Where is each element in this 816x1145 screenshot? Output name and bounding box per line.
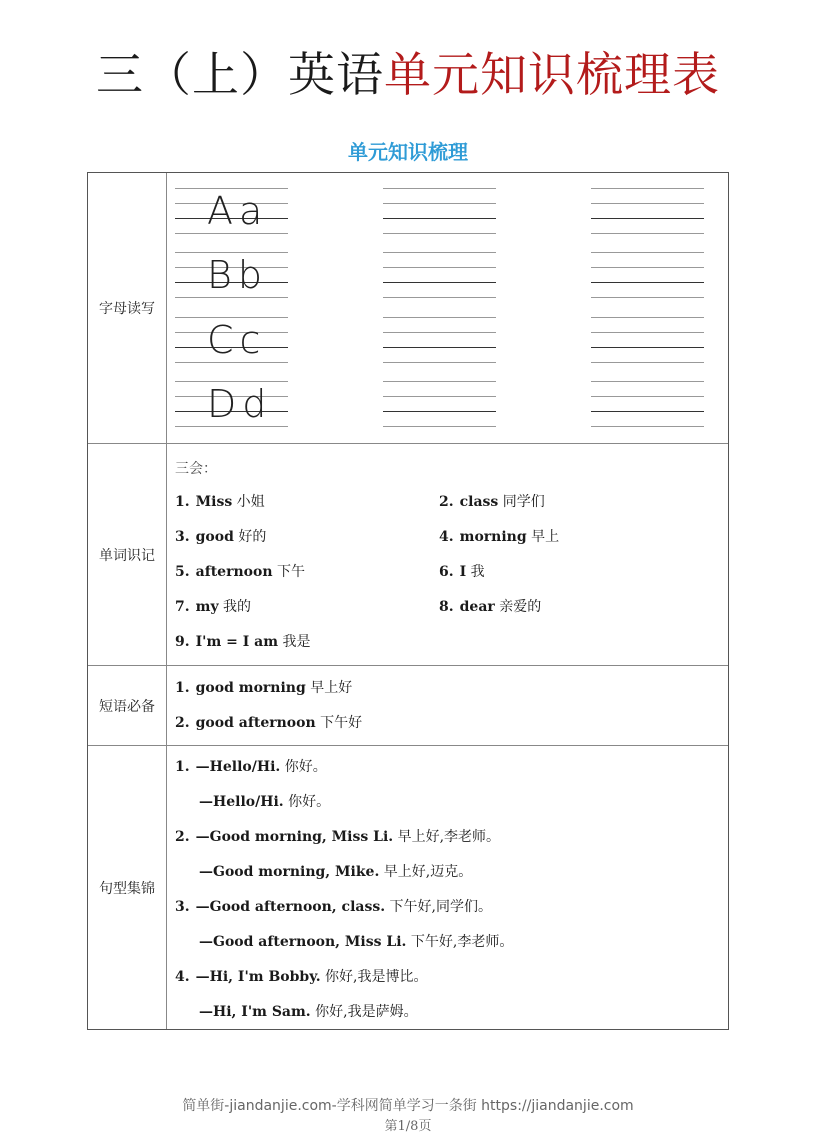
sentence-english: —Hi, I'm Sam. bbox=[199, 1004, 311, 1020]
word-chinese: 同学们 bbox=[498, 494, 545, 510]
writing-guide-line bbox=[591, 218, 704, 219]
sentence-chinese: 早上好,迈克。 bbox=[379, 864, 473, 880]
phrase-list bbox=[167, 666, 728, 745]
word-number: 4. bbox=[439, 529, 454, 545]
sentence-english: —Good morning, Mike. bbox=[199, 864, 380, 880]
row-label-sentences: 句型集锦 bbox=[88, 746, 167, 1029]
word-english: class bbox=[459, 494, 499, 510]
writing-guide-line bbox=[383, 203, 496, 204]
writing-guide-line bbox=[383, 233, 496, 234]
writing-guide-line bbox=[591, 267, 704, 268]
sentence-chinese: 下午好,同学们。 bbox=[385, 899, 493, 915]
word-item bbox=[175, 562, 305, 582]
phrase-number: 2. bbox=[175, 715, 190, 731]
word-number: 6. bbox=[439, 564, 454, 580]
title-red: 单元知识梳理表 bbox=[384, 48, 720, 103]
writing-guide-line bbox=[591, 426, 704, 427]
sentence-item bbox=[175, 862, 472, 882]
row-sentences bbox=[88, 746, 728, 1029]
sentence-item bbox=[175, 897, 492, 917]
section-subtitle: 单元知识梳理 bbox=[348, 140, 468, 164]
letter-practice-area bbox=[167, 173, 728, 443]
letter-pair-dd: Dd bbox=[207, 382, 273, 426]
word-number: 9. bbox=[175, 634, 190, 650]
word-number: 2. bbox=[439, 494, 454, 510]
writing-guide-line bbox=[175, 362, 288, 363]
writing-guide-line bbox=[383, 411, 496, 412]
writing-guide-line bbox=[383, 218, 496, 219]
sentence-item bbox=[175, 932, 513, 952]
word-item bbox=[439, 597, 541, 617]
word-item bbox=[175, 527, 266, 547]
sentence-english: —Hello/Hi. bbox=[195, 759, 281, 775]
footer-page: 第1/8页 bbox=[384, 1119, 432, 1134]
writing-guide-line bbox=[591, 203, 704, 204]
sentence-chinese: 你好。 bbox=[283, 794, 331, 810]
word-chinese: 好的 bbox=[233, 529, 267, 545]
word-english: my bbox=[195, 599, 219, 615]
sentence-chinese: 你好,我是博比。 bbox=[320, 969, 428, 985]
writing-guide-line bbox=[591, 282, 704, 283]
word-chinese: 小姐 bbox=[232, 494, 265, 510]
word-english: I bbox=[459, 564, 467, 580]
sentence-chinese: 你好,我是萨姆。 bbox=[310, 1004, 418, 1020]
word-english: dear bbox=[459, 599, 495, 615]
sentence-list bbox=[167, 746, 728, 1029]
writing-guide-line bbox=[591, 233, 704, 234]
writing-guide-line bbox=[591, 411, 704, 412]
writing-guide-line bbox=[591, 362, 704, 363]
word-number: 5. bbox=[175, 564, 190, 580]
word-item bbox=[439, 527, 559, 547]
writing-guide-line bbox=[383, 332, 496, 333]
word-chinese: 亲爱的 bbox=[494, 599, 542, 615]
word-chinese: 我的 bbox=[218, 599, 252, 615]
writing-guide-line bbox=[591, 396, 704, 397]
sentence-english: —Good morning, Miss Li. bbox=[195, 829, 394, 845]
row-words bbox=[88, 444, 728, 666]
writing-guide-line bbox=[175, 233, 288, 234]
writing-guide-line bbox=[591, 252, 704, 253]
sentence-english: —Good afternoon, class. bbox=[195, 899, 386, 915]
writing-guide-line bbox=[383, 317, 496, 318]
sentence-item bbox=[175, 1002, 418, 1022]
word-number: 3. bbox=[175, 529, 190, 545]
row-label-letters: 字母读写 bbox=[88, 173, 167, 443]
word-english: afternoon bbox=[195, 564, 273, 580]
writing-guide-line bbox=[383, 267, 496, 268]
letter-pair-bb: Bb bbox=[207, 253, 269, 297]
phrase-english: good afternoon bbox=[195, 715, 316, 731]
word-note: 三会： bbox=[175, 461, 217, 477]
sentence-english: —Good afternoon, Miss Li. bbox=[199, 934, 407, 950]
word-item bbox=[439, 562, 485, 582]
sentence-number: 4. bbox=[175, 969, 190, 985]
sentence-english: —Hi, I'm Bobby. bbox=[195, 969, 321, 985]
word-chinese: 早上 bbox=[526, 529, 560, 545]
sentence-chinese: 你好。 bbox=[280, 759, 327, 775]
page-title bbox=[0, 44, 816, 108]
word-english: Miss bbox=[195, 494, 233, 510]
word-list bbox=[167, 444, 728, 665]
writing-guide-line bbox=[383, 282, 496, 283]
writing-guide-line bbox=[591, 188, 704, 189]
row-phrases bbox=[88, 666, 728, 746]
writing-guide-line bbox=[175, 426, 288, 427]
writing-guide-line bbox=[383, 381, 496, 382]
word-english: morning bbox=[459, 529, 527, 545]
writing-guide-line bbox=[383, 252, 496, 253]
word-number: 7. bbox=[175, 599, 190, 615]
writing-guide-line bbox=[591, 347, 704, 348]
sentence-item bbox=[175, 792, 330, 812]
word-item bbox=[175, 632, 311, 652]
writing-guide-line bbox=[591, 332, 704, 333]
phrase-item bbox=[175, 678, 352, 698]
word-chinese: 我 bbox=[466, 564, 485, 580]
sentence-item bbox=[175, 757, 327, 777]
sentence-chinese: 下午好,李老师。 bbox=[406, 934, 514, 950]
sentence-number: 1. bbox=[175, 759, 190, 775]
writing-guide-line bbox=[591, 297, 704, 298]
writing-guide-line bbox=[383, 297, 496, 298]
phrase-english: good morning bbox=[195, 680, 306, 696]
letter-pair-aa: Aa bbox=[207, 189, 269, 233]
writing-guide-line bbox=[383, 362, 496, 363]
sentence-number: 2. bbox=[175, 829, 190, 845]
word-chinese: 下午 bbox=[272, 564, 305, 580]
row-letters bbox=[88, 173, 728, 444]
word-item bbox=[175, 492, 265, 512]
footer-site: 简单街-jiandanjie.com-学科网简单学习一条街 https://jiandanjie.com bbox=[182, 1098, 634, 1114]
title-black: 三（上）英语 bbox=[96, 48, 384, 103]
writing-guide-line bbox=[383, 188, 496, 189]
word-number: 1. bbox=[175, 494, 190, 510]
phrase-chinese: 下午好 bbox=[315, 715, 363, 731]
phrase-number: 1. bbox=[175, 680, 190, 696]
writing-guide-line bbox=[383, 347, 496, 348]
phrase-chinese: 早上好 bbox=[305, 680, 353, 696]
word-item bbox=[175, 597, 251, 617]
word-number: 8. bbox=[439, 599, 454, 615]
sentence-chinese: 早上好,李老师。 bbox=[393, 829, 501, 845]
sentence-item bbox=[175, 967, 428, 987]
writing-guide-line bbox=[383, 426, 496, 427]
sentence-english: —Hello/Hi. bbox=[199, 794, 284, 810]
sentence-item bbox=[175, 827, 500, 847]
writing-guide-line bbox=[591, 317, 704, 318]
letter-pair-cc: Cc bbox=[207, 318, 267, 362]
writing-guide-line bbox=[175, 297, 288, 298]
writing-guide-line bbox=[591, 381, 704, 382]
row-label-words: 单词识记 bbox=[88, 444, 167, 665]
phrase-item bbox=[175, 713, 362, 733]
word-english: good bbox=[195, 529, 234, 545]
knowledge-table bbox=[87, 172, 729, 1030]
word-chinese: 我是 bbox=[278, 634, 311, 650]
row-label-phrases: 短语必备 bbox=[88, 666, 167, 745]
word-english: I'm = I am bbox=[195, 634, 279, 650]
writing-guide-line bbox=[383, 396, 496, 397]
sentence-number: 3. bbox=[175, 899, 190, 915]
word-item bbox=[439, 492, 545, 512]
